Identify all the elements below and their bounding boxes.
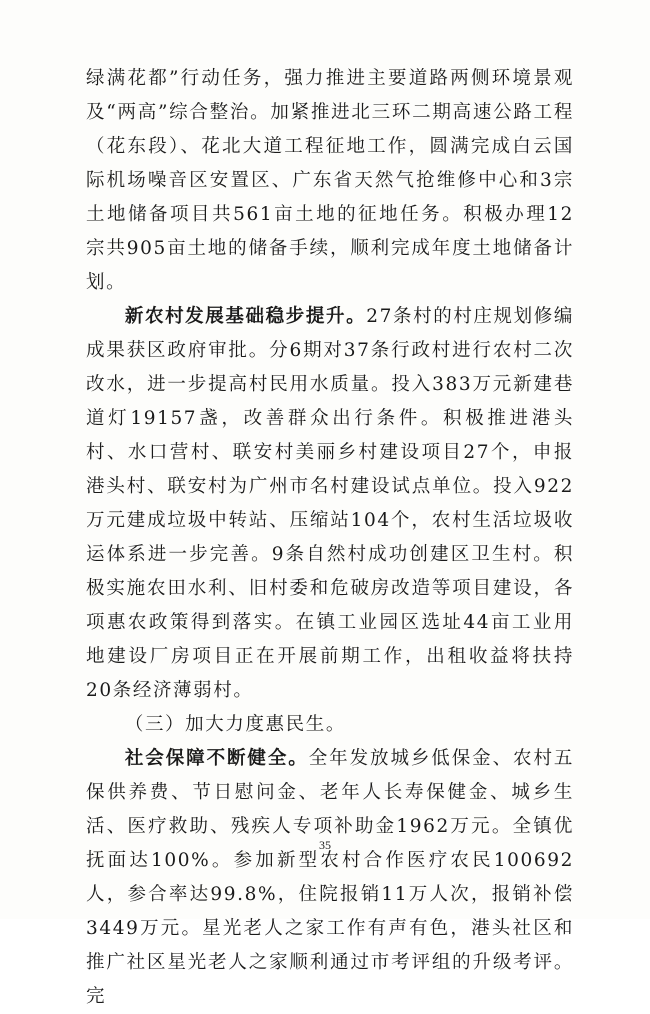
paragraph-social-security <box>86 742 574 1014</box>
paragraph-text: 绿满花都”行动任务，强力推进主要道路两侧环境景观及“两高”综合整治。加紧推进北三环二期高速公路工程（花东段）、花北大道工程征地工作，圆满完成白云国际机场噪音区安置区、广东省天然气抢维修中心和3宗土地储备项目共561亩土地的征地任务。积极办理12宗共905亩土地的储备手续，顺利完成年度土地储备计划。 <box>86 68 574 293</box>
paragraph-text: 全年发放城乡低保金、农村五保供养费、节日慰问金、老年人长寿保健金、城乡生活、医疗救助、残疾人专项补助金1962万元。全镇优抚面达100%。参加新型农村合作医疗农民100692人，参合率达99.8%，住院报销11万人次，报销补偿3449万元。星光老人之家工作有声有色，港头社区和推广社区星光老人之家顺利通过市考评组的升级考评。完 <box>86 748 574 1007</box>
page-number: 35 <box>319 838 331 852</box>
paragraph-lead: 社会保障不断健全。 <box>124 748 309 769</box>
paragraph-new-countryside <box>86 300 574 708</box>
paragraph-land-acquisition <box>86 62 574 300</box>
paragraph-text: 27条村的村庄规划修编成果获区政府审批。分6期对37条行政村进行农村二次改水，进一步提高村民用水质量。投入383万元新建巷道灯19157盏，改善群众出行条件。积极推进港头村、水口营村、联安村美丽乡村建设项目27个，申报港头村、联安村为广州市名村建设试点单位。投入922万元建成垃圾中转站、压缩站104个，农村生活垃圾收运体系进一步完善。9条自然村成功创建区卫生村。积极实施农田水利、旧村委和危破房改造等项目建设，各项惠农政策得到落实。在镇工业园区选址44亩工业用地建设厂房项目正在开展前期工作，出租收益将扶持20条经济薄弱村。 <box>86 306 574 701</box>
paragraph-lead: 新农村发展基础稳步提升。 <box>124 306 367 327</box>
document-body <box>86 62 574 1014</box>
section-heading: （三）加大力度惠民生。 <box>124 714 346 735</box>
